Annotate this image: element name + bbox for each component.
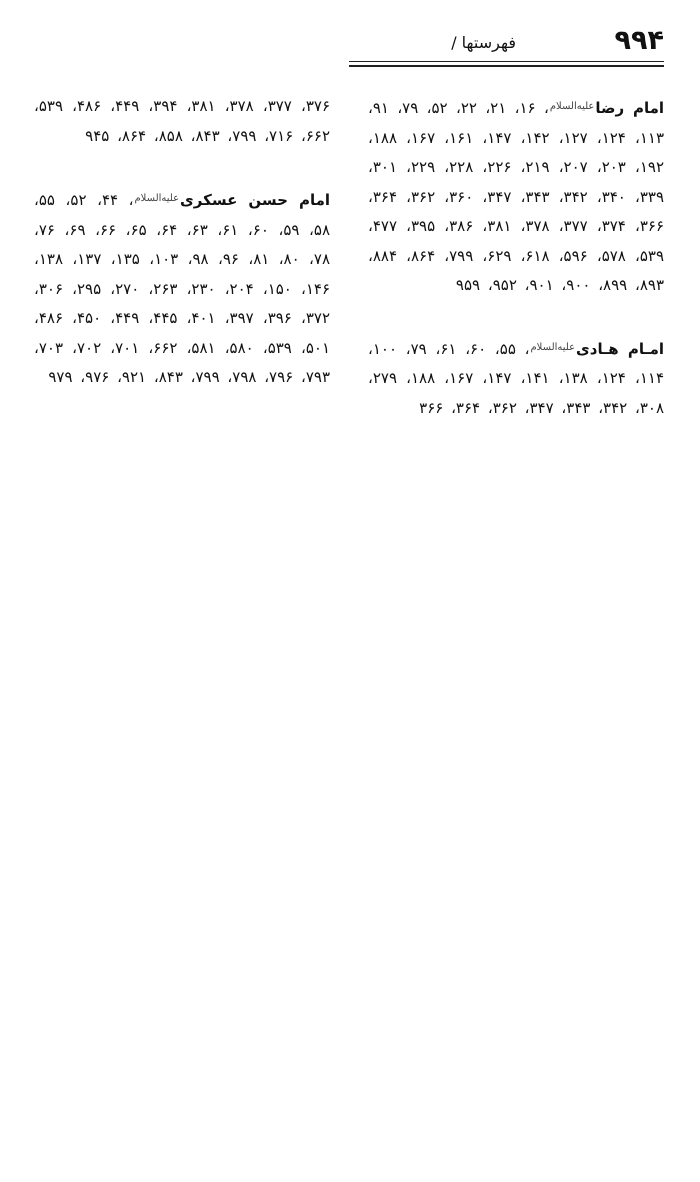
page-header [349, 24, 664, 64]
index-column-right [368, 92, 664, 455]
honorific-calligraphy: علیه‌السلام [134, 193, 180, 204]
honorific-calligraphy: علیه‌السلام [530, 341, 576, 353]
entry-page-numbers: ۳۷۶، ۳۷۷، ۳۷۸، ۳۸۱، ۳۹۴، ۴۴۹، ۴۸۶، ۵۳۹، ۶۶۲، ۷۱۶، ۷۹۹، ۸۴۳، ۸۵۸، ۸۶۴، ۹۴۵ [34, 97, 330, 145]
index-entry-imam-hasan-askari: امام حسن عسکریعلیه‌السلام، ۴۴، ۵۲، ۵۵، ۵۸، ۵۹، ۶۰، ۶۱، ۶۳، ۶۴، ۶۵، ۶۶، ۶۹، ۷۶، ۷۸، ۸۰، ۸۱، ۹۶، ۹۸، ۱۰۳، ۱۳۵، ۱۳۷، ۱۳۸، ۱۴۶، ۱۵۰، ۲۰۴، ۲۳۰، ۲۶۳، ۲۷۰، ۲۹۵، ۳۰۶، ۳۷۲، ۳۹۶، ۳۹۷، ۴۰۱، ۴۴۵، ۴۴۹، ۴۵۰، ۴۸۶، ۵۰۱، ۵۳۹، ۵۸۰، ۵۸۱، ۶۶۲، ۷۰۱، ۷۰۲، ۷۰۳، ۷۹۳، ۷۹۶، ۷۹۸، ۷۹۹، ۸۴۳، ۹۲۱، ۹۷۶، ۹۷۹ [34, 184, 330, 393]
header-rule-thick [349, 65, 664, 67]
honorific-calligraphy: علیه‌السلام [549, 101, 595, 112]
entry-page-numbers: ۱۶، ۲۱، ۲۲، ۵۲، ۷۹، ۹۱، ۱۱۳، ۱۲۴، ۱۲۷، ۱۴۲، ۱۴۷، ۱۶۱، ۱۶۷، ۱۸۸، ۱۹۲، ۲۰۳، ۲۰۷، ۲۱۹، ۲۲۶، ۲۲۸، ۲۲۹، ۳۰۱، ۳۳۹، ۳۴۰، ۳۴۲، ۳۴۳، ۳۴۷، ۳۶۰، ۳۶۲، ۳۶۴، ۳۶۶، ۳۷۴، ۳۷۷، ۳۷۸، ۳۸۱، ۳۸۶، ۳۹۵، ۴۷۷، ۵۳۹، ۵۷۸، ۵۹۶، ۶۱۸، ۶۲۹، ۷۹۹، ۸۶۴، ۸۸۴، ۸۹۳، ۸۹۹، ۹۰۰، ۹۰۱، ۹۵۲، ۹۵۹ [368, 99, 664, 294]
index-column-left [34, 92, 330, 425]
running-title: فهرستها / [451, 33, 516, 52]
entry-page-numbers: ۵۵، ۶۰، ۶۱، ۷۹، ۱۰۰، ۱۱۴، ۱۲۴، ۱۳۸، ۱۴۱، ۱۴۷، ۱۶۷، ۱۸۸، ۲۷۹، ۳۰۸، ۳۴۲، ۳۴۳، ۳۴۷، ۳۶۲، ۳۶۴، ۳۶۶ [368, 339, 664, 417]
index-entry-continuation [34, 92, 330, 151]
page-number: ۹۹۴ [614, 25, 664, 56]
entry-name: امـام هـادی [576, 339, 665, 358]
entry-page-numbers: ۴۴، ۵۲، ۵۵، ۵۸، ۵۹، ۶۰، ۶۱، ۶۳، ۶۴، ۶۵، ۶۶، ۶۹، ۷۶، ۷۸، ۸۰، ۸۱، ۹۶، ۹۸، ۱۰۳، ۱۳۵، ۱۳۷، ۱۳۸، ۱۴۶، ۱۵۰، ۲۰۴، ۲۳۰، ۲۶۳، ۲۷۰، ۲۹۵، ۳۰۶، ۳۷۲، ۳۹۶، ۳۹۷، ۴۰۱، ۴۴۵، ۴۴۹، ۴۵۰، ۴۸۶، ۵۰۱، ۵۳۹، ۵۸۰، ۵۸۱، ۶۶۲، ۷۰۱، ۷۰۲، ۷۰۳، ۷۹۳، ۷۹۶، ۷۹۸، ۷۹۹، ۸۴۳، ۹۲۱، ۹۷۶، ۹۷۹ [34, 191, 331, 386]
entry-name: امام رضا [595, 99, 665, 117]
entry-name: امام حسن عسکری [180, 191, 331, 209]
index-entry-imam-hadi: امـام هـادیعلیه‌السلام، ۵۵، ۶۰، ۶۱، ۷۹، ۱۰۰، ۱۱۴، ۱۲۴، ۱۳۸، ۱۴۱، ۱۴۷، ۱۶۷، ۱۸۸، ۲۷۹، ۳۰۸، ۳۴۲، ۳۴۳، ۳۴۷، ۳۶۲، ۳۶۴، ۳۶۶ [368, 333, 664, 424]
index-entry-imam-reza: امام رضاعلیه‌السلام، ۱۶، ۲۱، ۲۲، ۵۲، ۷۹، ۹۱، ۱۱۳، ۱۲۴، ۱۲۷، ۱۴۲، ۱۴۷، ۱۶۱، ۱۶۷، ۱۸۸، ۱۹۲، ۲۰۳، ۲۰۷، ۲۱۹، ۲۲۶، ۲۲۸، ۲۲۹، ۳۰۱، ۳۳۹، ۳۴۰، ۳۴۲، ۳۴۳، ۳۴۷، ۳۶۰، ۳۶۲، ۳۶۴، ۳۶۶، ۳۷۴، ۳۷۷، ۳۷۸، ۳۸۱، ۳۸۶، ۳۹۵، ۴۷۷، ۵۳۹، ۵۷۸، ۵۹۶، ۶۱۸، ۶۲۹، ۷۹۹، ۸۶۴، ۸۸۴، ۸۹۳، ۸۹۹، ۹۰۰، ۹۰۱، ۹۵۲، ۹۵۹ [368, 92, 664, 301]
header-rule-thin [349, 61, 664, 62]
